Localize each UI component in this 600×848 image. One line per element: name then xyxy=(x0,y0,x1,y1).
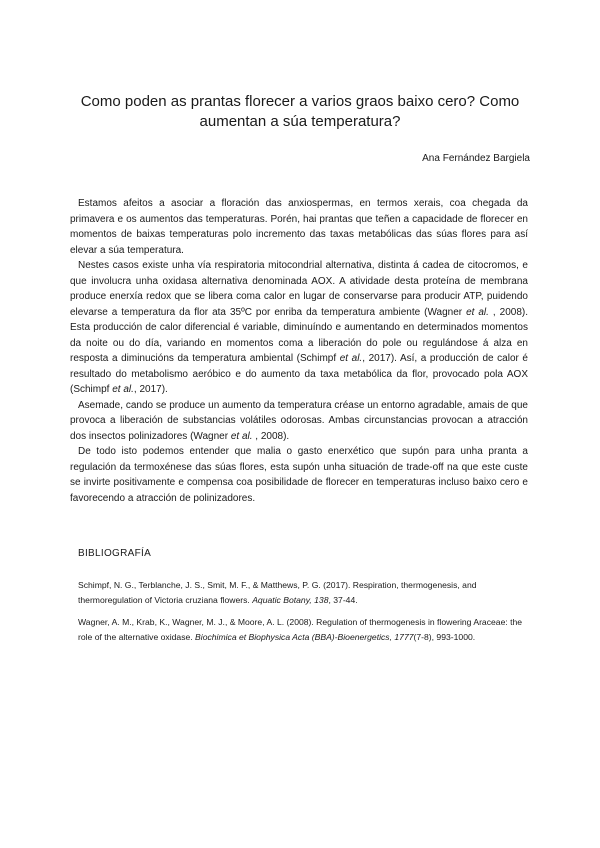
page-title: Como poden as prantas florecer a varios graos baixo cero? Como aumentan a súa temperatura? xyxy=(80,93,520,130)
author-name: Ana Fernández Bargiela xyxy=(422,153,530,164)
article-body xyxy=(70,196,528,506)
paragraph-2: Nestes casos existe unha vía respiratoria mitocondrial alternativa, distinta á cadea de citocromos, e que involucra unha oxidasa alternativa denominada AOX. A atividade desta proteína de membrana produce enerxía redox que se libera coma calor en lugar de conservarse para producir ATP, puidendo elevarse a temperatura da flor ata 35ºC por enriba da temperatura ambiente (Wagner et al. , 2008). Esta producción de calor diferencial é variable, diminuíndo e aumentando en determinados momentos da noite ou do día, variando en momentos coma a liberación do pole ou regulándose á alza en resposta a diminucións da temperatura ambiental (Schimpf et al., 2017). Así, a producción de calor é resultado do metabolismo aeróbico e do aumento da taxa metabólica da flor, provocado pola AOX (Schimpf et al., 2017). xyxy=(70,260,528,395)
reference-item: Wagner, A. M., Krab, K., Wagner, M. J., & Moore, A. L. (2008). Regulation of thermogenesis in flowering Araceae: the role of the alternative oxidase. Biochimica et Biophysica Acta (BBA)-Bioenergetics, 1777(7-8), 993-1000. xyxy=(78,617,523,642)
paragraph-1: Estamos afeitos a asociar a floración das anxiospermas, en termos xerais, coa chegada da primavera e os aumentos das temperaturas. Porén, hai prantas que teñen a capacidade de florecer en momentos de baixas temperaturas polo incremento das taxas metabólicas das súas flores para así elevar a súa temperatura. xyxy=(70,198,528,256)
bibliography-heading: BIBLIOGRAFÍA xyxy=(78,548,152,559)
paragraph-4: De todo isto podemos entender que malia o gasto enerxético que supón para unha pranta a regulación da termoxénese das súas flores, esta supón unha situación de trade-off na que este custe se invirte positivamente e compensa coa posibilidade de florecer en temperaturas incluso baixo cero e favorecendo a atracción de polinizadores. xyxy=(70,446,528,504)
reference-item: Schimpf, N. G., Terblanche, J. S., Smit, M. F., & Matthews, P. G. (2017). Respiration, thermogenesis, and thermoregulation of Victoria cruziana flowers. Aquatic Botany, 138, 37-44. xyxy=(78,580,477,605)
paragraph-3: Asemade, cando se produce un aumento da temperatura créase un entorno agradable, amais de que provoca a liberación de substancias volátiles odorosas. Ambas circunstancias provocan a atracción dos insectos polinizadores (Wagner et al. , 2008). xyxy=(70,399,528,442)
